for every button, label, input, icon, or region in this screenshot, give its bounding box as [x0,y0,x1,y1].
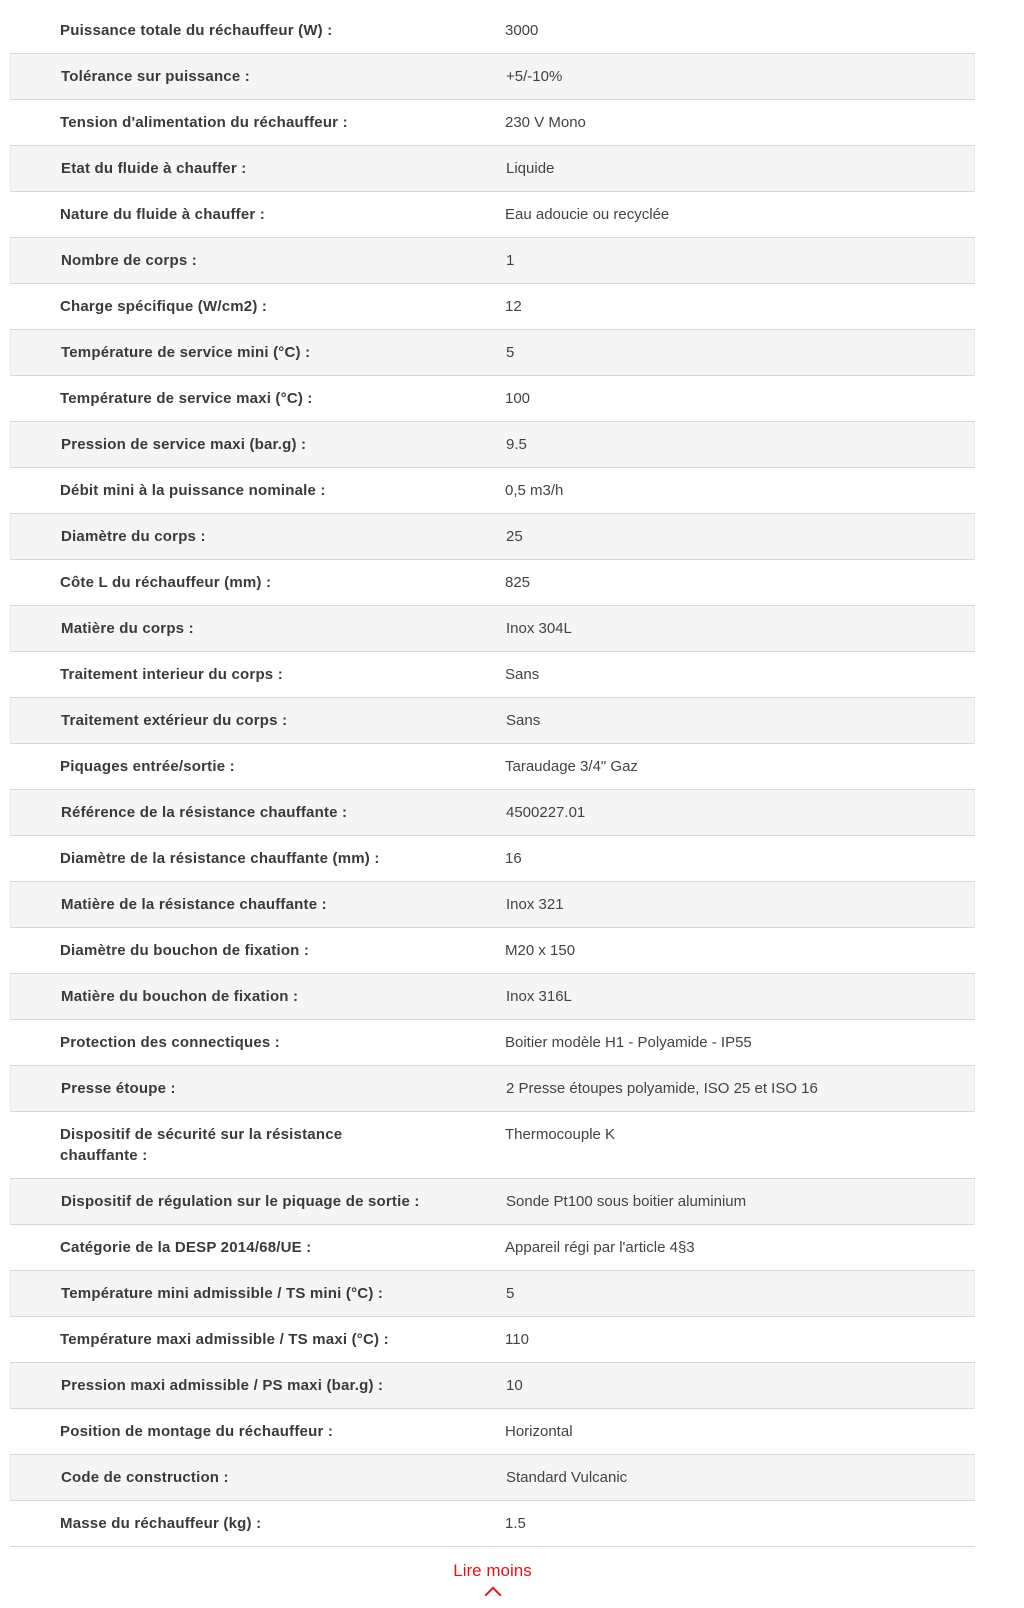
spec-row-value: 0,5 m3/h [505,482,564,499]
spec-row-label: Protection des connectiques : [60,1034,281,1051]
spec-row [10,376,975,422]
spec-row-label: Catégorie de la DESP 2014/68/UE : [60,1239,312,1256]
spec-row-value: 5 [506,1285,515,1302]
spec-row-label: Température de service mini (°C) : [61,344,311,361]
spec-row [10,284,975,330]
spec-row-value: Inox 321 [506,896,564,913]
spec-row-value: Sonde Pt100 sous boitier aluminium [506,1193,747,1210]
spec-row-value: 25 [506,528,523,545]
spec-row [10,974,975,1020]
spec-row [10,1455,975,1501]
spec-row-value: M20 x 150 [505,942,576,959]
spec-row-label: Température mini admissible / TS mini (°C) : [61,1285,384,1302]
spec-row-value: Thermocouple K [505,1126,616,1143]
spec-row-label: Puissance totale du réchauffeur (W) : [60,22,333,39]
spec-row-value: Inox 304L [506,620,572,637]
spec-row-value: 1 [506,252,515,269]
spec-row [10,698,975,744]
spec-row [10,1409,975,1455]
read-less-link[interactable]: Lire moins [453,1561,532,1580]
spec-row-value: Eau adoucie ou recyclée [505,206,670,223]
chevron-up-icon[interactable] [484,1587,501,1604]
spec-row-value: 100 [505,390,531,407]
spec-row [10,928,975,974]
spec-row-value: 10 [506,1377,523,1394]
spec-row [10,468,975,514]
spec-row-label: Température maxi admissible / TS maxi (°C) : [60,1331,389,1348]
spec-row [10,514,975,560]
spec-row-value: 1.5 [505,1515,526,1532]
spec-row [10,1066,975,1112]
spec-row-label: Nature du fluide à chauffer : [60,206,265,223]
spec-row-label: Dispositif de régulation sur le piquage de sortie : [61,1193,420,1210]
spec-row-value: 3000 [505,22,539,39]
spec-row [10,652,975,698]
spec-row [10,1317,975,1363]
read-toggle [10,1561,975,1601]
spec-row [10,790,975,836]
spec-row-value: 2 Presse étoupes polyamide, ISO 25 et ISO 16 [506,1080,818,1097]
spec-row-value: Boitier modèle H1 - Polyamide - IP55 [505,1034,752,1051]
spec-row-label: Pression de service maxi (bar.g) : [61,436,307,453]
spec-row [10,8,975,54]
spec-row-label: Position de montage du réchauffeur : [60,1423,334,1440]
spec-row-label: Diamètre du corps : [61,528,206,545]
spec-row-value: 230 V Mono [505,114,586,131]
spec-row-value: Sans [505,666,540,683]
spec-row [10,744,975,790]
spec-row-value: +5/-10% [506,68,563,85]
spec-row-label: Pression maxi admissible / PS maxi (bar.g) : [61,1377,384,1394]
spec-row [10,882,975,928]
spec-row [10,192,975,238]
spec-row-value: Sans [506,712,541,729]
spec-row [10,1112,975,1179]
spec-row [10,1179,975,1225]
spec-row-label: Débit mini à la puissance nominale : [60,482,326,499]
spec-row-label: Code de construction : [61,1469,229,1486]
spec-row-label: Charge spécifique (W/cm2) : [60,298,268,315]
spec-row-label: Masse du réchauffeur (kg) : [60,1515,262,1532]
spec-row-value: 5 [506,344,515,361]
spec-row [10,836,975,882]
spec-row-label: Matière du bouchon de fixation : [61,988,299,1005]
spec-row-value: 9.5 [506,436,527,453]
spec-row [10,1363,975,1409]
spec-row [10,54,975,100]
spec-row-value: 12 [505,298,522,315]
spec-row-label: Matière de la résistance chauffante : [61,896,327,913]
spec-row-label: Côte L du réchauffeur (mm) : [60,574,272,591]
spec-row-label: Référence de la résistance chauffante : [61,804,348,821]
spec-row [10,606,975,652]
spec-row [10,238,975,284]
spec-row-value: 16 [505,850,522,867]
spec-row [10,330,975,376]
spec-row-label: Température de service maxi (°C) : [60,390,313,407]
spec-row-label: Diamètre de la résistance chauffante (mm) : [60,850,380,867]
spec-row-label: Traitement extérieur du corps : [61,712,288,729]
spec-row [10,560,975,606]
spec-row-label: Matière du corps : [61,620,194,637]
spec-row-value: Liquide [506,160,555,177]
spec-row-label: Tension d'alimentation du réchauffeur : [60,114,348,131]
spec-row-value: Appareil régi par l'article 4§3 [505,1239,695,1256]
spec-row-label: Presse étoupe : [61,1080,176,1097]
spec-row-label: Piquages entrée/sortie : [60,758,235,775]
spec-row-value: 4500227.01 [506,804,586,821]
spec-row [10,1020,975,1066]
spec-row-value: Inox 316L [506,988,572,1005]
spec-row [10,1225,975,1271]
spec-row-label: Nombre de corps : [61,252,197,269]
spec-row-value: 825 [505,574,531,591]
spec-row-label: Traitement interieur du corps : [60,666,283,683]
spec-table [10,8,975,1547]
spec-row [10,1501,975,1547]
spec-row-value: Standard Vulcanic [506,1469,628,1486]
spec-row [10,1271,975,1317]
spec-row-label: Etat du fluide à chauffer : [61,160,247,177]
spec-row-label: Dispositif de sécurité sur la résistance chauffante : [60,1126,343,1164]
spec-row-value: 110 [505,1331,529,1348]
spec-row [10,100,975,146]
spec-row [10,146,975,192]
spec-row-value: Horizontal [505,1423,573,1440]
spec-row-value: Taraudage 3/4" Gaz [505,758,638,775]
spec-row-label: Tolérance sur puissance : [61,68,250,85]
spec-row-label: Diamètre du bouchon de fixation : [60,942,310,959]
spec-row [10,422,975,468]
